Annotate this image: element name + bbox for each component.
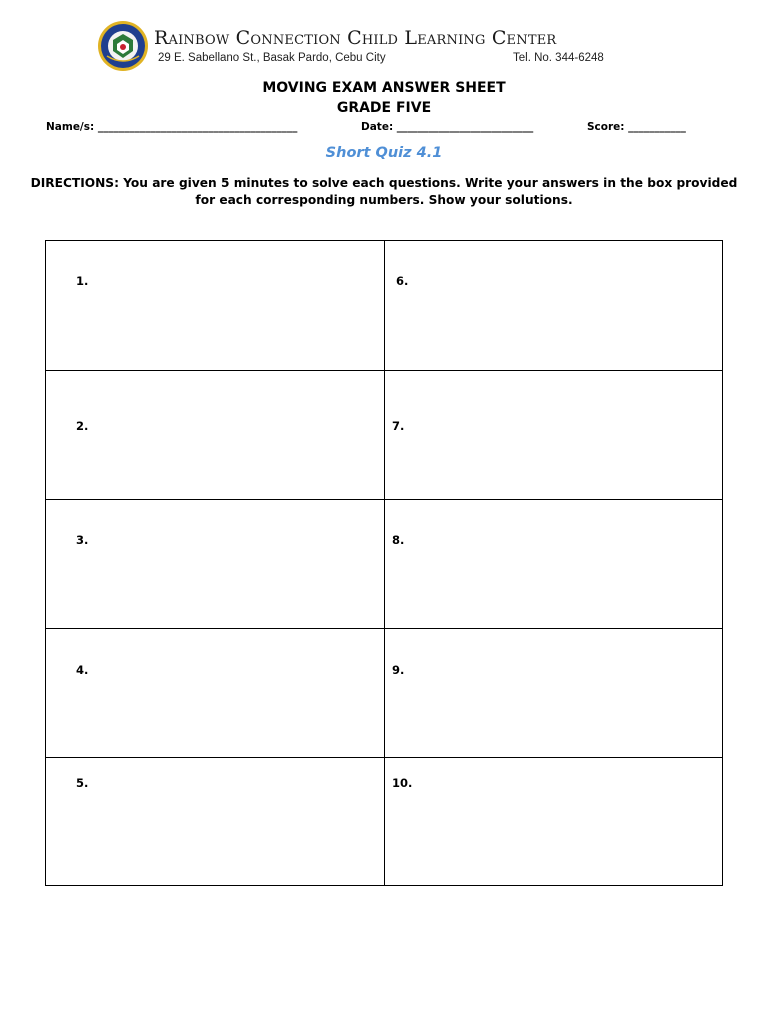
answer-number: 9. xyxy=(392,663,405,677)
date-field[interactable]: Date: __________________________ xyxy=(361,121,534,133)
answer-number: 7. xyxy=(392,419,405,433)
school-address: 29 E. Sabellano St., Basak Pardo, Cebu City xyxy=(158,52,386,64)
name-field[interactable]: Name/s: ______________________________________ xyxy=(46,121,298,133)
answer-number: 3. xyxy=(76,533,89,547)
answer-box-9[interactable] xyxy=(385,629,723,758)
answer-number: 6. xyxy=(396,274,409,288)
answer-box-5[interactable] xyxy=(46,758,385,885)
student-info-row xyxy=(46,121,726,137)
answer-number: 2. xyxy=(76,419,89,433)
answer-grid xyxy=(45,240,723,886)
directions-text: DIRECTIONS: You are given 5 minutes to solve each questions. Write your answers in the box provided for each corresponding numbers. Show your solutions. xyxy=(30,176,738,207)
answer-box-8[interactable] xyxy=(385,500,723,629)
quiz-title: Short Quiz 4.1 xyxy=(325,145,443,161)
school-telephone: Tel. No. 344-6248 xyxy=(513,52,604,64)
answer-box-1[interactable] xyxy=(46,241,385,371)
answer-number: 10. xyxy=(392,776,413,790)
answer-box-6[interactable] xyxy=(385,241,723,371)
answer-box-3[interactable] xyxy=(46,500,385,629)
answer-number: 5. xyxy=(76,776,89,790)
document-header xyxy=(0,0,768,80)
school-seal-icon xyxy=(93,20,153,72)
answer-number: 8. xyxy=(392,533,405,547)
answer-number: 4. xyxy=(76,663,89,677)
answer-box-4[interactable] xyxy=(46,629,385,758)
answer-number: 1. xyxy=(76,274,89,288)
grade-level: GRADE FIVE xyxy=(336,100,432,116)
answer-box-7[interactable] xyxy=(385,371,723,500)
sheet-title: MOVING EXAM ANSWER SHEET xyxy=(262,80,506,96)
answer-box-10[interactable] xyxy=(385,758,723,885)
school-name: Rainbow Connection Child Learning Center xyxy=(154,27,557,49)
score-field[interactable]: Score: ___________ xyxy=(587,121,686,133)
answer-box-2[interactable] xyxy=(46,371,385,500)
